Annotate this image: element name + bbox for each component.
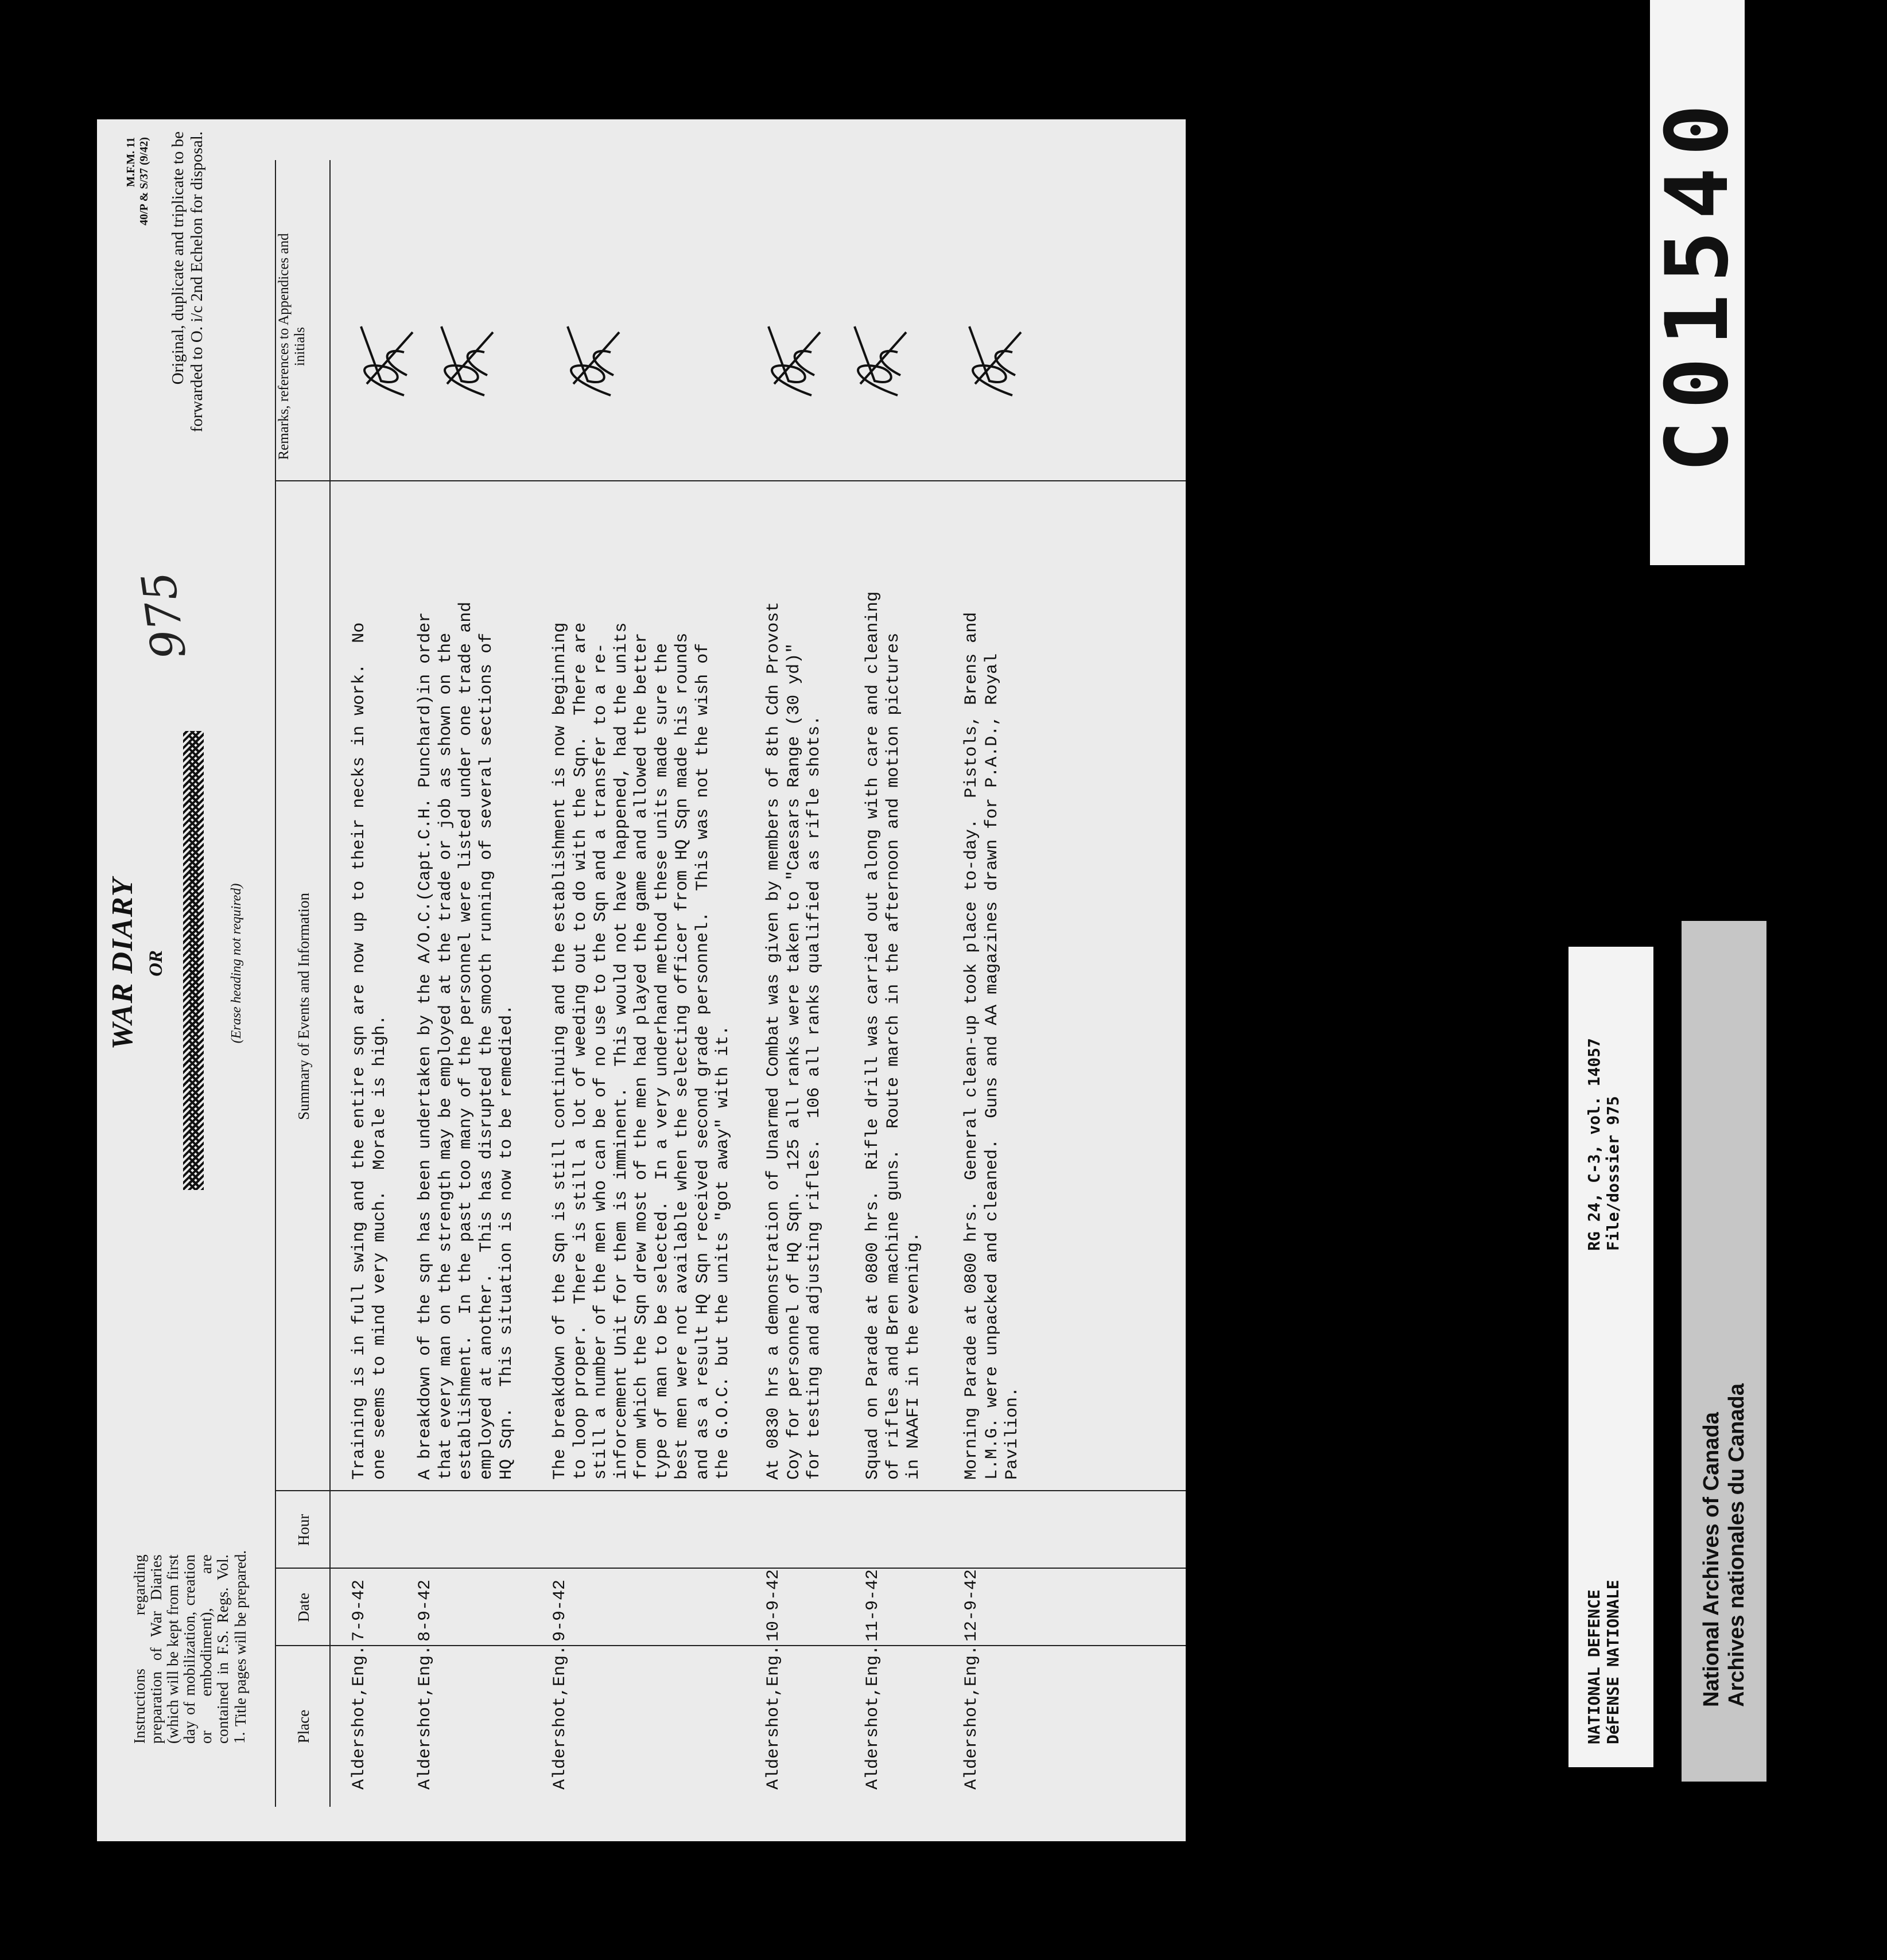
handwritten-initials: [430, 315, 499, 401]
handwritten-initials: [757, 315, 826, 401]
archives-name: National Archives of Canada Archives nationales du Canada: [1699, 1383, 1749, 1707]
war-diary-sheet: [97, 119, 1186, 1841]
form-number: [125, 137, 151, 286]
header-place: Place: [295, 1709, 312, 1744]
title-pages-note: Title pages will be prepared.: [232, 1550, 249, 1726]
original-copies-note: Original, duplicate and triplicate to be forwarded to O. i/c 2nd Echelon for disposal.: [169, 131, 206, 433]
record-group-reference: RG 24, C-3, vol. 14057 File/dossier 975: [1585, 1038, 1622, 1251]
entry-place: Aldershot,Eng.: [962, 1644, 981, 1790]
entry-date: 8-9-42: [416, 1579, 435, 1642]
column-rule-summary: [275, 1490, 1186, 1491]
table-header-rule: [329, 160, 331, 1807]
header-summary: Summary of Events and Information: [295, 893, 312, 1120]
entry-summary: Morning Parade at 0800 hrs. General clean-up took place to-day. Pistols, Brens and L.M.G. were unpacked and cleaned. Guns and AA magazines drawn for P.A.D., Royal Pavilion.: [962, 612, 1022, 1480]
handwritten-file-number: 975: [131, 568, 197, 663]
reel-number-strip: [1647, 0, 1748, 565]
rotated-page-content: [97, 119, 1186, 1841]
entry-place: Aldershot,Eng.: [863, 1644, 883, 1790]
header-remarks: Remarks, references to Appendices and initials: [276, 233, 308, 460]
column-rule-remarks: [275, 480, 1186, 481]
handwritten-initials: [350, 315, 418, 401]
reel-number: C01540: [1647, 92, 1748, 473]
form-number-line1: M.F.M. 11: [125, 137, 137, 188]
entry-date: 11-9-42: [863, 1569, 883, 1642]
archives-label: [1682, 921, 1766, 1782]
entry-date: 9-9-42: [550, 1579, 570, 1642]
entry-summary: At 0830 hrs a demonstration of Unarmed Combat was given by members of 8th Cdn Provost Coy for personnel of HQ Sqn. 125 all ranks were taken to "Caesars Range (30 yd)" for testing and adjusting rifles. 106 all ranks qualified as rifle shots.: [764, 601, 824, 1480]
handwritten-initials: [958, 315, 1027, 401]
entry-summary: Training is in full swing and the entire sqn are now up to their necks in work. No one seems to mind very much. Morale is high.: [350, 622, 390, 1480]
entry-summary: Squad on Parade at 0800 hrs. Rifle drill was carried out along with care and cleaning of rifles and Bren machine guns. Route march in the afternoon and motion pictures in NAAFI in the evening.: [863, 591, 923, 1480]
header-hour: Hour: [295, 1514, 312, 1546]
column-rule-hour: [275, 1568, 1186, 1569]
entry-date: 12-9-42: [962, 1569, 981, 1642]
handwritten-initials: [556, 315, 625, 401]
department-name: NATIONAL DEFENCE DéFENSE NATIONALE: [1585, 1580, 1622, 1744]
entry-place: Aldershot,Eng.: [764, 1644, 783, 1790]
war-diary-title: WAR DIARY: [106, 877, 139, 1050]
erase-note: (Erase heading not required): [229, 883, 244, 1044]
header-date: Date: [295, 1593, 312, 1622]
handwritten-initials: [843, 315, 912, 401]
entry-place: Aldershot,Eng.: [350, 1644, 369, 1790]
instructions-text: Instructions regarding preparation of War Diaries (which will be kept from first day of mobilization, creation or embodiment), are contained in F.S. Regs. Vol. 1.: [131, 1554, 248, 1744]
entry-place: Aldershot,Eng.: [416, 1644, 435, 1790]
entry-date: 7-9-42: [350, 1579, 369, 1642]
form-number-line2: 40/P & S/37 (9/42): [138, 137, 150, 225]
reel-info-label: [1568, 947, 1653, 1767]
column-rule-date: [275, 1645, 1186, 1646]
or-label: OR: [146, 950, 166, 977]
struck-out-heading-overlay: [189, 731, 199, 1190]
entry-place: Aldershot,Eng.: [550, 1644, 570, 1790]
entry-summary: The breakdown of the Sqn is still continuing and the establishment is now beginning to loop proper. There is still a lot of weeding out to do with the Sqn. There are still a number of the men who can be of no use to the Sqn and a transfer to a re- inforcement Unit for them is imminent. This would not have happened, had the units from which the Sqn drew most of the men had played the game and allowed the better type of man to be selected. In a very underhand method these units made sure the best men were not available when the selecting officer from HQ Sqn made his rounds and as a result HQ Sqn received second grade personnel. This was not the wish of the G.O.C. but the units "got away" with it.: [550, 622, 733, 1480]
entry-summary: A breakdown of the sqn has been undertaken by the A/O.C.(Capt.C.H. Punchard)in order that every man on the strength may be employed at the trade or job as shown on the establishment. In the past too many of the personnel were listed under one trade and employed at another. This has disrupted the smooth running of several sections of HQ Sqn. This situation is now to be remedied.: [416, 601, 517, 1480]
entry-date: 10-9-42: [764, 1569, 783, 1642]
